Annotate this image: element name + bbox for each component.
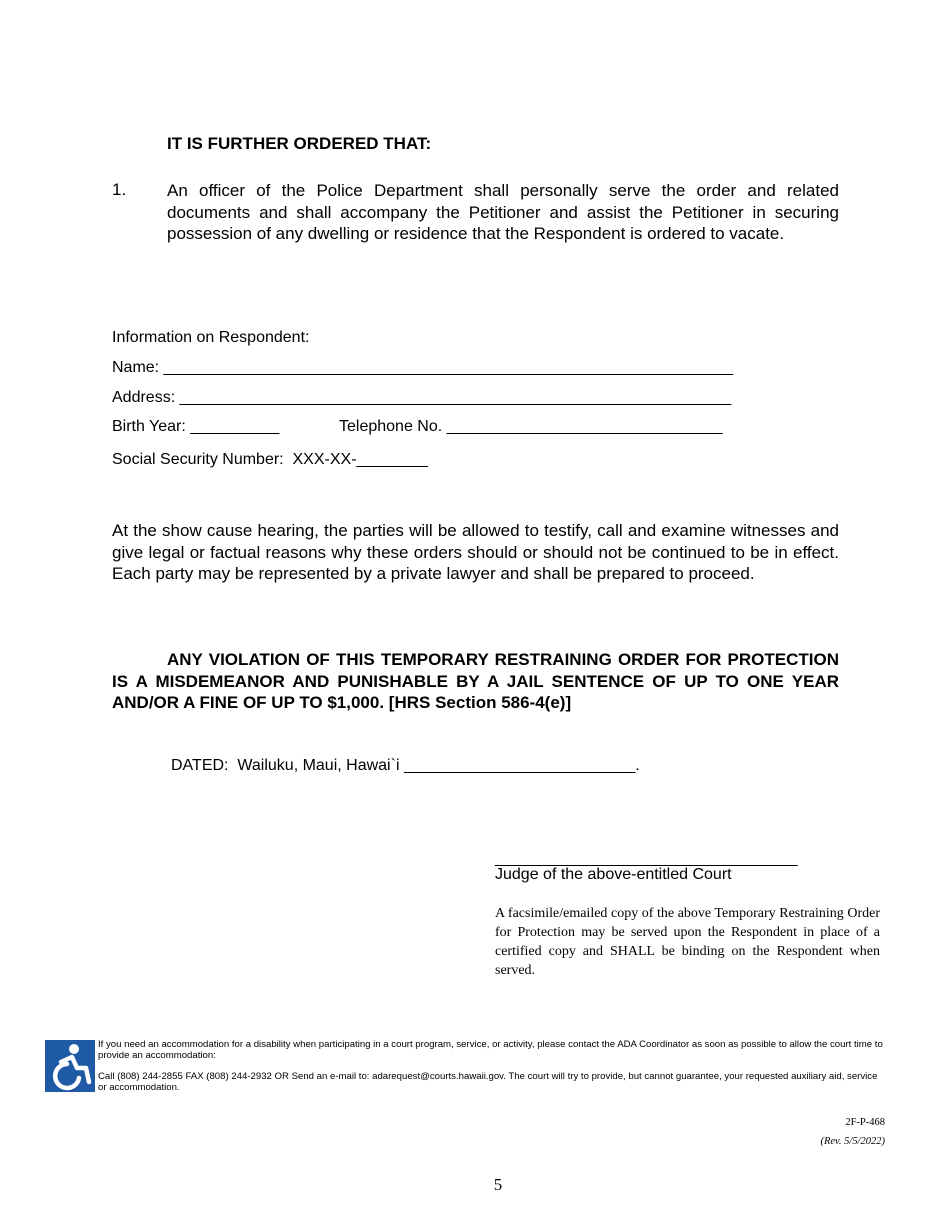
- dated-line: DATED: Wailuku, Maui, Hawai`i __________________________.: [171, 757, 640, 774]
- item-text: An officer of the Police Department shall personally serve the order and related documents and shall accompany the Petitioner and assist the Petitioner in securing possession of any dwelling or residence that the Respondent is ordered to vacate.: [167, 181, 839, 243]
- ada-notice: If you need an accommodation for a disability when participating in a court program, service, or activity, please contact the ADA Coordinator as soon as possible to allow the court time to provide an accommodation:: [98, 1039, 883, 1061]
- signature-line: __________________________________: [495, 850, 798, 867]
- item-number: 1.: [112, 180, 127, 199]
- respondent-name-field: Name: ________________________________________________________________: [112, 359, 734, 376]
- form-revision: (Rev. 5/5/2022): [820, 1136, 885, 1147]
- form-id: 2F-P-468: [845, 1117, 885, 1128]
- respondent-telephone-field: Telephone No. _______________________________: [339, 418, 723, 435]
- respondent-address-field: Address: ______________________________________________________________: [112, 389, 732, 406]
- respondent-ssn-field: Social Security Number: XXX-XX-________: [112, 451, 428, 468]
- page-number: 5: [493, 1175, 503, 1194]
- respondent-birth-year-field: Birth Year: __________: [112, 418, 280, 435]
- signature-label: Judge of the above-entitled Court: [495, 866, 732, 883]
- fax-note: A facsimile/emailed copy of the above Temporary Restraining Order for Protection may be served upon the Respondent in place of a certified copy and SHALL be binding on the Respondent when served.: [495, 906, 880, 978]
- section-heading: IT IS FURTHER ORDERED THAT:: [167, 134, 432, 153]
- respondent-title: Information on Respondent:: [112, 329, 310, 346]
- accessibility-icon: [45, 1040, 95, 1092]
- hearing-paragraph: At the show cause hearing, the parties will be allowed to testify, call and examine witnesses and give legal or factual reasons why these orders should or should not be continued to be in effect. Each party may be represented by a private lawyer and shall be prepared to proceed.: [112, 521, 839, 583]
- ada-contact: Call (808) 244-2855 FAX (808) 244-2932 OR Send an e-mail to: adarequest@courts.hawaii.gov. The court will try to provide, but cannot guarantee, your requested auxiliary aid, service or accommodation.: [98, 1071, 878, 1093]
- violation-warning: ANY VIOLATION OF THIS TEMPORARY RESTRAINING ORDER FOR PROTECTION IS A MISDEMEANOR AND PUNISHABLE BY A JAIL SENTENCE OF UP TO ONE YEAR AND/OR A FINE OF UP TO $1,000. [HRS Section 586-4(e)]: [112, 650, 839, 712]
